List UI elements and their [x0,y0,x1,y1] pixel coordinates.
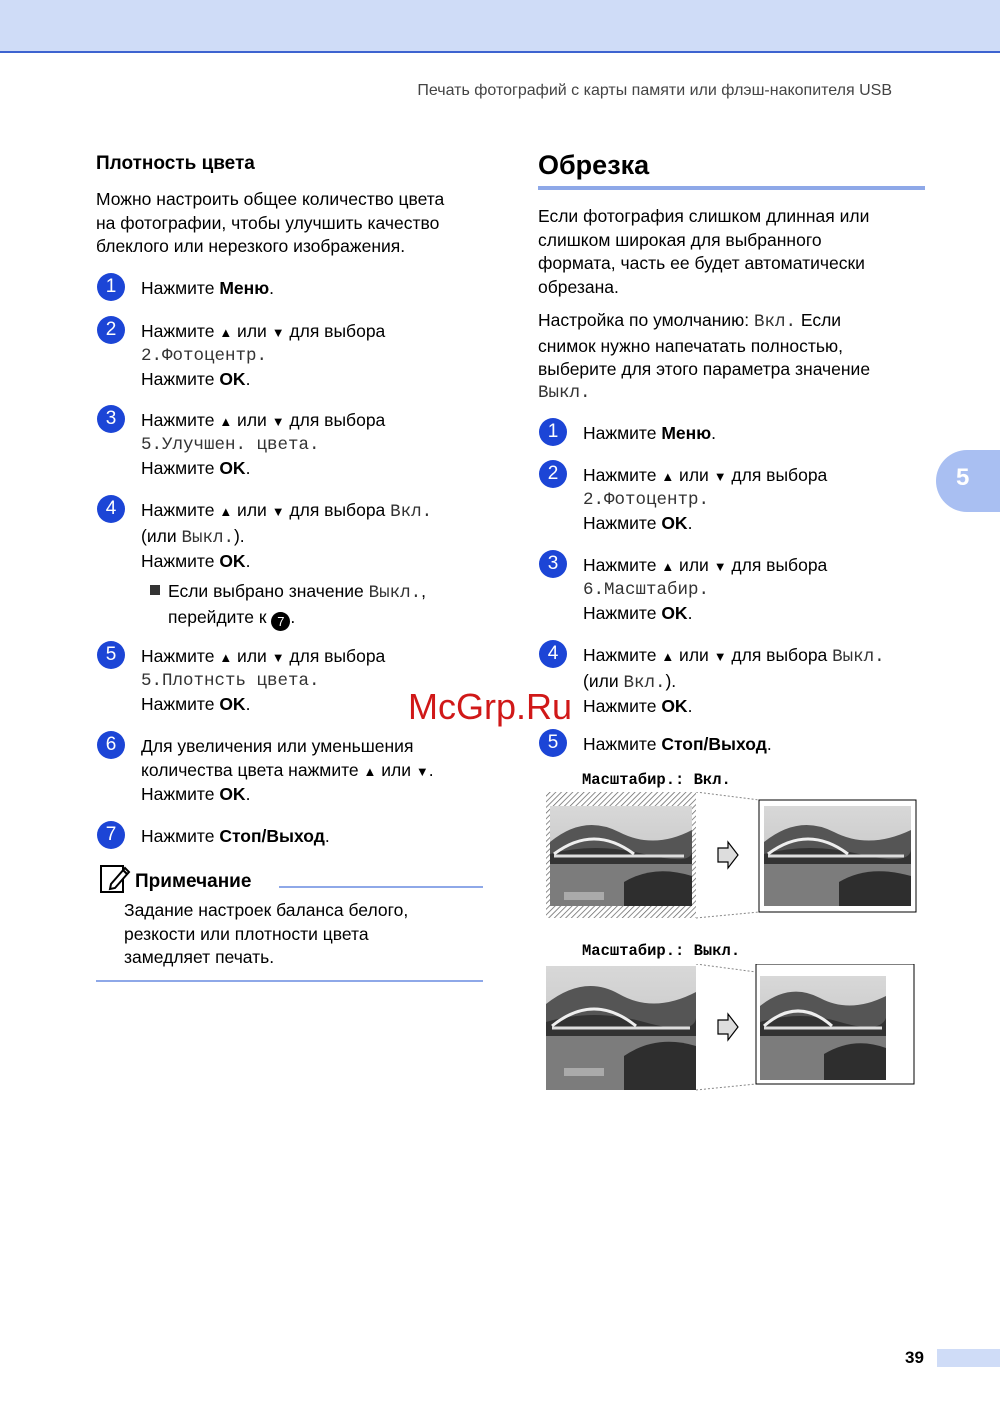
density-step-1: Нажмите Меню. [141,278,275,298]
step-number-1: 1 [539,418,567,446]
crop-off-illustration [544,964,924,1094]
step-number-4: 4 [539,640,567,668]
density-step-2: Нажмите ▲ или ▼ для выбора 2.Фотоцентр. Нажмите OK. [141,321,386,389]
step-number-2: 2 [539,460,567,488]
note-title: Примечание [135,871,252,892]
arrow-right-icon [718,1014,738,1040]
crop-intro: Если фотография слишком длинная или слишком широкая для выбранного формата, часть ее будет автоматически обрезана. [538,206,870,297]
photo-bridge-result [764,806,911,906]
note-pencil-icon [99,862,131,894]
step-number-3: 3 [539,550,567,578]
step-number-5: 5 [539,729,567,757]
density-step-7: Нажмите Стоп/Выход. [141,826,330,846]
step-number-7: 7 [97,821,125,849]
top-band [0,0,1000,53]
note-rule-top [279,886,483,888]
density-step-4: Нажмите ▲ или ▼ для выбора Вкл. (или Выкл.). Нажмите OK. [141,500,433,571]
density-step-4-bullet: Если выбрано значение Выкл., перейдите к 7 . [168,581,427,629]
step-number-5: 5 [97,641,125,669]
crop-step-4: Нажмите ▲ или ▼ для выбора Выкл. (или Вкл.). Нажмите OK. [583,645,885,716]
section-heading-density: Плотность цвета [96,153,255,174]
step-number-6: 6 [97,731,125,759]
density-intro: Можно настроить общее количество цвета на фотографии, чтобы улучшить качество блеклого или нерезкого изображения. [96,189,445,256]
density-step-6: Для увеличения или уменьшения количества цвета нажмите ▲ или ▼. Нажмите OK. [141,736,434,804]
caption-crop-on: Масштабир.: Вкл. [582,771,731,789]
note-rule-bottom [96,980,483,982]
arrow-right-icon [718,842,738,868]
crop-step-1: Нажмите Меню. [583,423,717,443]
photo-bridge-landscape-full [546,966,696,1090]
section-heading-crop: Обрезка [538,150,650,180]
watermark: McGrp.Ru [408,686,573,727]
step-number-3: 3 [97,405,125,433]
note-text: Задание настроек баланса белого, резкости или плотности цвета замедляет печать. [124,900,409,967]
caption-crop-off: Масштабир.: Выкл. [582,942,741,960]
step-number-1: 1 [97,273,125,301]
photo-bridge-result-fit [760,976,886,1080]
step-number-4: 4 [97,495,125,523]
page-number-bar [937,1349,1000,1367]
crop-step-2: Нажмите ▲ или ▼ для выбора 2.Фотоцентр. Нажмите OK. [583,465,828,533]
density-step-5: Нажмите ▲ или ▼ для выбора 5.Плотнсть цвета. Нажмите OK. [141,646,386,714]
crop-step-3: Нажмите ▲ или ▼ для выбора 6.Масштабир. Нажмите OK. [583,555,828,623]
crop-step-5: Нажмите Стоп/Выход. [583,734,772,754]
crop-default: Настройка по умолчанию: Вкл. Если снимок нужно напечатать полностью, выберите для этого параметра значение Выкл. [538,310,871,403]
photo-bridge-landscape [550,806,692,906]
running-header: Печать фотографий с карты памяти или флэш-накопителя USB [417,82,892,99]
step-number-2: 2 [97,316,125,344]
page-number: 39 [905,1348,924,1367]
heading-rule [538,186,925,190]
bullet-marker [150,585,160,595]
crop-on-illustration [544,792,924,922]
chapter-tab: 5 [936,450,1000,512]
density-step-3: Нажмите ▲ или ▼ для выбора 5.Улучшен. цвета. Нажмите OK. [141,410,386,478]
step-ref-7: 7 [271,612,290,631]
